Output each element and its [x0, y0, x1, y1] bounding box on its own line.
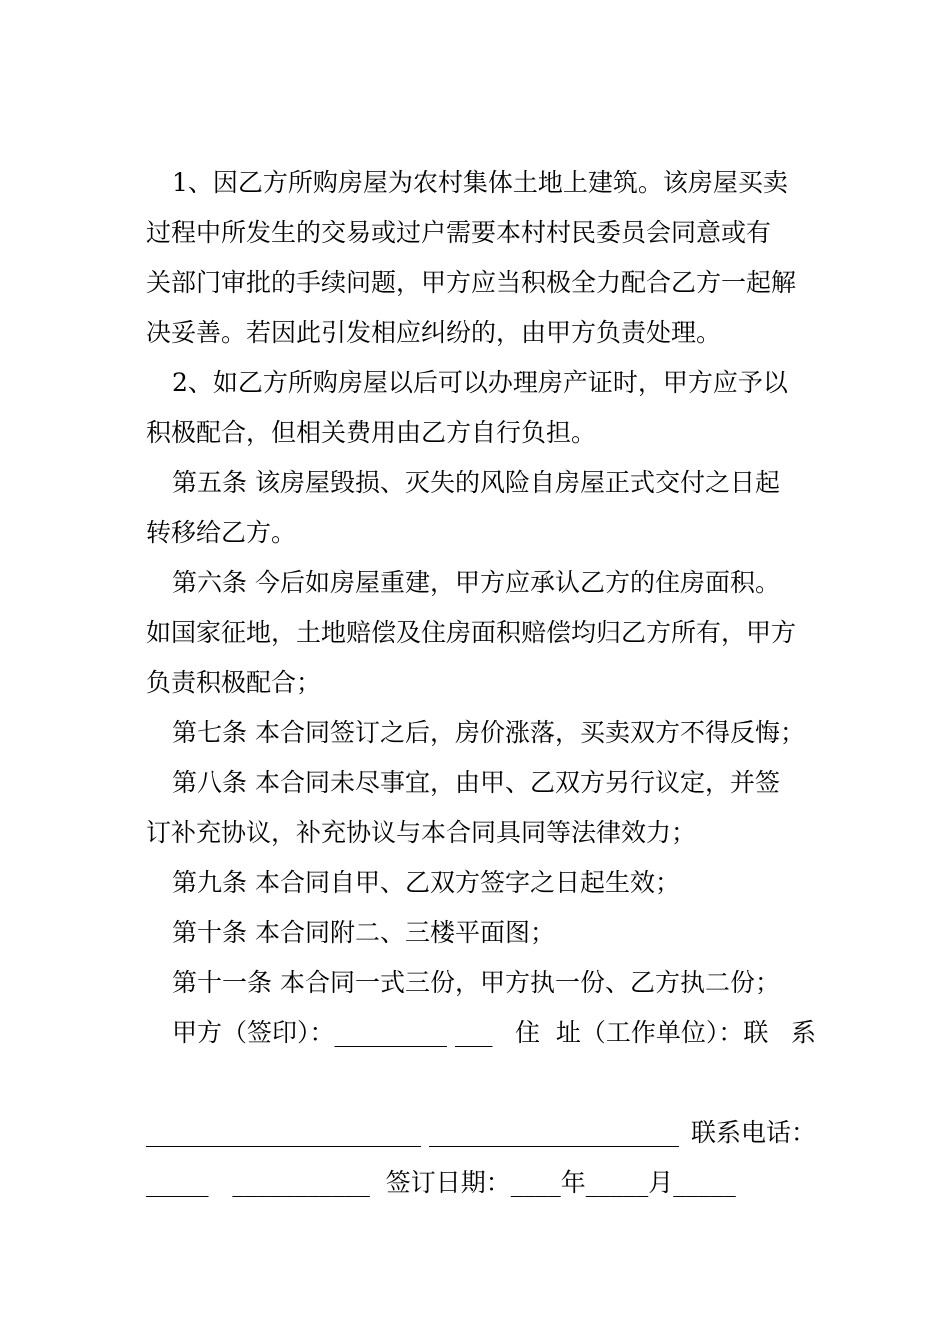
signature-line-1	[172, 1013, 816, 1053]
paragraph-line: 决妥善。若因此引发相应纠纷的，由甲方负责处理。	[146, 318, 722, 347]
article-9-line: 第九条 本合同自甲、乙双方签字之日起生效；	[172, 868, 680, 897]
paragraph-line: 关部门审批的手续问题，甲方应当积极全力配合乙方一起解	[146, 268, 797, 297]
paragraph-line: 积极配合，但相关费用由乙方自行负担。	[146, 418, 597, 447]
article-6-line: 第六条 今后如房屋重建，甲方应承认乙方的住房面积。	[172, 568, 780, 597]
contact-label-part: 系	[790, 1018, 816, 1047]
signature-line-3	[146, 1113, 816, 1153]
signing-date-line: _____ ___________ 签订日期：____年_____月_____	[146, 1168, 736, 1197]
paragraph-line: 1、因乙方所购房屋为农村集体土地上建筑。该房屋买卖	[172, 168, 788, 197]
article-11-line: 第十一条 本合同一式三份，甲方执一份、乙方执二份；	[172, 968, 780, 997]
paragraph-line: 如国家征地，土地赔偿及住房面积赔偿均归乙方所有，甲方	[146, 618, 797, 647]
contact-phone-label: 联系电话：	[690, 1118, 816, 1147]
paragraph-line: 负责积极配合；	[146, 668, 322, 697]
article-7-line: 第七条 本合同签订之后，房价涨落，买卖双方不得反悔；	[172, 718, 805, 747]
article-5-line: 第五条 该房屋毁损、灭失的风险自房屋正式交付之日起	[172, 468, 780, 497]
party-a-signature-field: 甲方（签印）：_________ ___	[172, 1018, 493, 1047]
paragraph-line: 2、如乙方所购房屋以后可以办理房产证时，甲方应予以	[172, 368, 788, 397]
paragraph-line: 转移给乙方。	[146, 518, 297, 547]
paragraph-line: 过程中所发生的交易或过户需要本村村民委员会同意或有	[146, 218, 772, 247]
signature-line-2	[146, 1063, 746, 1103]
paragraph-line: 订补充协议，补充协议与本合同具同等法律效力；	[146, 818, 697, 847]
article-8-line: 第八条 本合同未尽事宜，由甲、乙双方另行议定，并签	[172, 768, 780, 797]
address-label: 住 址（工作单位）：联	[515, 1018, 769, 1047]
blank-fields: ______________________ ____________________	[146, 1118, 679, 1147]
article-10-line: 第十条 本合同附二、三楼平面图；	[172, 918, 555, 947]
